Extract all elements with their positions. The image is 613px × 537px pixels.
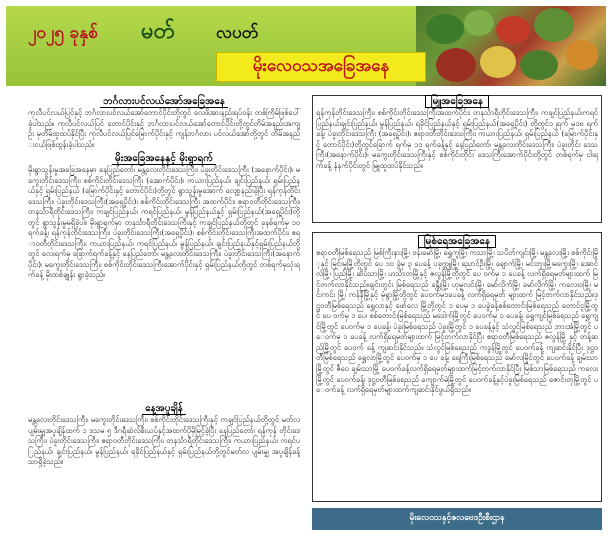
fog-heading: မြူအခြေအနေ: [425, 95, 489, 108]
department-label: မိုးလေဝသနှင့်ဇလဗေဒဦးစီးဌာန: [409, 513, 505, 523]
section-river: [316, 235, 598, 498]
section-fog: [316, 95, 598, 218]
vegetables-photo: [416, 6, 606, 86]
bay-heading: ဘင်္ဂလားပင်လယ်အော်အခြေအနေ: [100, 96, 228, 108]
temperature-body: မန္တလေးတိုင်းဒေသကြီး၊ မကွေးတိုင်းဒေသကြီး၊ စစ်ကိုင်းတိုင်းဒေသကြီးနှင့် ကချင်ပြည်နယ်တို့တွင် မတ်လပျမ်းမျှအပူချိန်ထက် ၁ ဒသမ ၅ ဒီဂရီဆဲလ်စီးယပ်နှင့်အထက်ပိုမိုမြင့်ခဲ့ပြီး နေပြည်တော်၊ ရန်ကုန် တိုင်းဒေသကြီး၊ ပဲခူးတိုင်းဒေသကြီး၊ ဧရာဝတီတိုင်းဒေသကြီး၊ တနင်္သာရီတိုင်းဒေသကြီး၊ ကယားပြည်နယ်၊ ကရင်ပြည်နယ်၊ ချင်းပြည်နယ်၊ မွန်ပြည်နယ်၊ ရခိုင်ပြည်နယ်နှင့် ရှမ်းပြည်နယ်တို့တွင်မတ်လ ပျမ်းမျှ အပူချိန်ခန့်သာရှိခဲ့သည်။: [28, 415, 300, 467]
bay-body: ကုလီပင်လယ်ပြင်နှင့် ဘင်္ဂလားပင်လယ်အော်တောင်ပိုင်းတို့တွင် လေဖိအားနည်းရပ်ဝန်း တစ်ကြိမ်ဖြစ်ပေါ်ခဲ့ပါသည်။ ကုလီပင်လယ်ပြင် တောင်ပိုင်းနှင့် ဘင်္ဂလားပင်လယ်အော်တောင်ပိုင်းတို့တွင်တိမ်အနည်းအကျဉ်း မှတိမ်ထူထပ်နိုင်ပြီး ကုလီပင်လယ်ပြင်မြောက်ပိုင်းနှင့် ကျန်ဘင်္ဂလား ပင်လယ်အော်တို့တွင် တိမ်အနည်းငယ်ဖြစ်ထွန်းခဲ့ပါသည်။: [28, 108, 300, 149]
period-label: လပတ်: [216, 23, 259, 43]
rain-heading: မိုးအခြေအနေနှင့် မိုးရွာရက်: [112, 153, 216, 165]
section-rain: [28, 152, 300, 395]
temperature-heading: နေ့အပူချိန်: [142, 403, 186, 415]
section-heading: [316, 235, 598, 248]
section-temperature: [28, 402, 300, 527]
month-label: မတ်: [141, 19, 175, 44]
section-heading: [28, 402, 300, 415]
section-heading: [28, 152, 300, 165]
fog-body: ရန်ကုန်တိုင်းဒေသကြီး၊ စစ်ကိုင်းတိုင်းဒေသကြီးအထက်ပိုင်း၊ တနင်္သာရီတိုင်းဒေသကြီး၊ ကချင်ပြည်နယ်၊ကရင်ပြည်နယ်၊ချင်းပြည်နယ်၊ မွန်ပြည်နယ်၊ ရခိုင်ပြည်နယ်နှင့် ရှမ်းပြည်နယ်(အရှေ့ပိုင်း) တို့တွင်၁၂ရက် မှ၁၈ ရက်ခန့်၊ ပဲခူးတိုင်းဒေသကြီး (အရှေ့ပိုင်း)၊ ဧရာဝတီတိုင်းဒေသကြီး၊ ကယားပြည်နယ်၊ ရှမ်းပြည်နယ် (မြောက်ပိုင်းနှင့် တောင်ပိုင်း)တို့တွင်ခြောက် ရက်မှ ၁၁ ရက်ခန့်နှင့် နေပြည်တော်၊ မန္တလေးတိုင်းဒေသကြီး၊ ပဲခူးတိုင်း ဒေသကြီး(အနောက်ပိုင်း)၊ မကွေးတိုင်းဒေသကြီးနှင့် စစ်ကိုင်းတိုင်း ဒေသကြီးအောက်ပိုင်းတို့တွင် တစ်ရက်မှ ငါးရက်ခန့် နံနက်ပိုင်းတွင် မြူထူထပ်နိုင်သည်။: [316, 108, 598, 170]
title-box: [216, 52, 426, 82]
river-heading: မြစ်ရေအခြေအနေ: [418, 235, 496, 248]
section-heading: [28, 95, 300, 108]
header-banner: [6, 6, 606, 86]
date-label: ၂၀၂၅ ခုနှစ်: [28, 23, 98, 43]
page-title: မိုးလေဝသအခြေအနေ: [252, 55, 390, 76]
rain-body: မိုးရွာသွန်းမှုအခြေအနေမှာ နေပြည်တော်၊ မန္တလေးတိုင်းဒေသကြီး၊ ပဲခူးတိုင်းဒေသကြီး (အနောက်ပိုင်း)၊ မကွေးတိုင်းဒေသကြီး၊ စစ်ကိုင်းတိုင်းဒေသကြီး (အောက်ပိုင်း)၊ ကယားပြည်နယ်၊ ချင်းပြည်နယ်၊ ရှမ်းပြည်နယ်နှင့် ရှမ်းပြည်နယ် (မြောက်ပိုင်းနှင့် တောင်ပိုင်း)တို့တွင် ရွာသွန်းမှုအောက် လျော့နည်းခဲ့ပြီး ရန်ကုန်တိုင်းဒေသကြီး၊ ပဲခူးတိုင်းဒေသကြီး(အရှေ့ပိုင်း)၊ စစ်ကိုင်းတိုင်းဒေသကြီး အထက်ပိုင်း၊ ဧရာဝတီတိုင်းဒေသကြီး၊ တနင်္သာရီတိုင်းဒေသကြီး၊ ကချင်ပြည်နယ်၊ ကရင်ပြည်နယ်၊ မွန်ပြည်နယ်နှင့် ရှမ်းပြည်နယ်(အရှေ့ပိုင်း)တို့တွင် ရွာသွန်းမှုမရှိခဲ့ပါ။ မိုးရွာရက်မှာ တနင်္သာရီတိုင်းဒေသကြီးနှင့် ကချင်ပြည်နယ်တို့တွင် ခုနစ်ရက်မှ ၁၀ ရက်ခန့်၊ ရန်ကုန်တိုင်းဒေသကြီး၊ ပဲခူးတိုင်းဒေသကြီး(အရှေ့ပိုင်း)၊ စစ်ကိုင်းတိုင်းဒေသကြီးအထက်ပိုင်း၊ ဧရာဝတီတိုင်းဒေသကြီး၊ ကယားပြည်နယ်၊ ကရင်ပြည်နယ်၊ မွန်ပြည်နယ်၊ ချင်းပြည်နယ်နှင့်ရှမ်းပြည်နယ်တို့တွင် လေးရက်မှ ခြောက်ရက်ခန့်နှင့် နေပြည်တော်၊ မန္တလေးတိုင်းဒေသကြီး၊ ပဲခူးတိုင်းဒေသကြီး(အနောက်ပိုင်း)၊ မကွေးတိုင်းဒေသကြီး၊ စစ်ကိုင်းတိုင်းဒေသကြီးအောက်ပိုင်းနှင့် ရှမ်းပြည်နယ်တို့တွင် တစ်ရက်မှသုံးရက်ခန့် မိုးထစ်ချုန်း ရွာခဲ့သည်။: [28, 165, 300, 280]
river-body: ဧရာဝတီမြစ်ရေသည် မြစ်ကြီးနားမြို့၊ ဗန်းမော်မြို့၊ ရွှေကူမြို့၊ ကသာမြို့၊ သပိတ်ကျင်းမြို့၊ မန္တလေးမြို့၊ စစ်ကိုင်းမြို့နှင့် မြင်းမူမြို့တို့တွင် ပေ ၁၀ ခွဲမှ ၃ ပေခန့် ပခုက္ကူမြို့၊ ညောင်ဦးမြို့၊ ချောက်မြို့၊ မင်းဘူးမြို့၊မကွေးမြို့၊ အောင်လံမြို့၊ ပြည်မြို့၊ ဆိပ်သာမြို့၊ ဟင်္သာတမြို့နှင့် ဇလွန်မြို့တို့တွင် ပေ ဝက်မှ ၁ ပေခန့် လက်ရှိရေမှတ်များထက် မြင့်တက်လာနိုင်သည်။ချင်းတွင်း မြစ်ရေသည် ခန္တီးမြို့၊ ဟုမ္မလင်းမြို့၊ မော်လိုက်မြို့၊ မော်လိုက်မြို့၊ ကလေးဝမြို့၊ မင်းကင်း မြို့၊ ကန်နီမြို့နှင့် မုံရွာမြို့တို့တွင် ပေဝက်မှ၁ပေခန့် လက်ရှိရေမှတ် များထက် မြင့်တက်လာနိုင်သည်။ဒုဋ္ဌဝတီမြစ်ရေသည် ရွှေလာနှင့် ဖော်လေ မြို့တို့တွင် ၁ ပေမှ ၁ ပေခွဲခန့်စစ်တောင်းမြစ်ရေသည် တောင်ငူမြို့တွင် ပေ ဝက်မှ ၁ ပေ၊ စစ်တောင်းမြစ်ရေသည် မဒေါက်မြို့တွင် ပေဝက်မှ ၁ ပေခန့်၊ ရွှေကျင်မြစ်ရေသည် ရွှေကျင်မြို့တွင် ပေဝက်မှ ၁ ပေခန့်၊ ပဲခူးမြစ်ရေသည် ပဲခူးမြို့တွင် ၁ ပေခန့်နှင့် သံလွင်မြစ်ရေသည် ဘားအံမြို့တွင် ပေဝက်မှ ၁ ပေခန့် လက်ရှိရေမှတ်များထက် မြင့်တက်လာနိုင်ပြီး ဧရာဝတီမြစ်ရေသည် ဇလွန်မြို့ နှင့် တန့်ဆည်မြို့တွင် ပေဝက် ခန့် ကျဆင်းနိုင်သည်။ သံလွင်မြစ်ရေသည် ကဒွန်မြို့တွင် ပေဝက်ခန့် ကျဆင်းနိုင်ပြီး ဒုဋ္ဌဝတီမြစ်ရေသည် ရွှေလာမြို့တွင် ပေဝက်မှ ၁ ပေ ခန့်၊ ရေကြီးမြစ်ရေသည် မော်လမြိုင်တွင် ပေဝက်ခန့် ချမ်းသာမြို့တွင် ဇီဝေ ချမ်းသာမြို့ ပေဝက်ခန့်လက်ရှိရေမှတ်များထက်မြင့်တက်လာနိုင်ပြီး မြစ်သာမြစ်ရေသည် ကလေးမြို့တွင် ပေဝက်ခန့်၊ ဒုဋ္ဌဝတီမြစ်ရေသည် ကျောက်မဲမြို့တွင် ပေဝက်ခန့်နှင့်ပဲခူးမြစ်ရေသည် ဇောင်းတုမြို့တွင် ပေဝက်ခန့် လက်ရှိရေမှတ်များထက်ကျဆင်းနိုင်ဖွယ်ရှိသည်။: [316, 248, 598, 395]
section-bay: [28, 95, 300, 150]
section-heading: [316, 95, 598, 108]
footer-bar: [312, 508, 602, 530]
